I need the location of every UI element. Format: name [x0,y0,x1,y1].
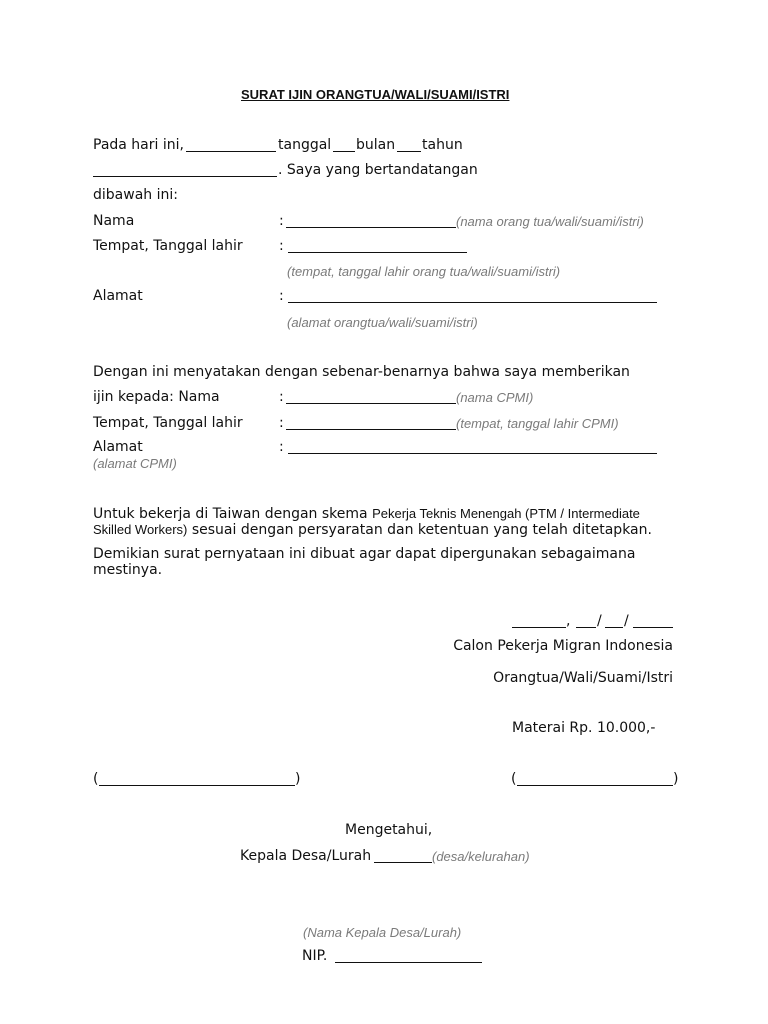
cpmi-nama-colon: : [279,389,284,405]
nama-kepala-hint: (Nama Kepala Desa/Lurah) [303,925,462,940]
purpose-part-1: Untuk bekerja di Taiwan dengan skema [93,506,373,522]
document-title: SURAT IJIN ORANGTUA/WALI/SUAMI/ISTRI [241,87,510,102]
signature-right-close-paren: ) [673,771,679,787]
cpmi-nama-hint: (nama CPMI) [456,390,534,405]
parent-nama-field[interactable] [286,227,456,228]
intro-saya: . Saya yang bertandatangan [278,162,478,178]
parent-nama-colon: : [279,213,284,229]
intro-dibawah: dibawah ini: [93,187,178,203]
closing-line-2: mestinya. [93,562,163,578]
cpmi-ttl-label: Tempat, Tanggal lahir [93,415,243,431]
blank-tahun[interactable] [93,176,277,177]
kepala-desa-label: Kepala Desa/Lurah [240,848,372,864]
kepala-desa-field[interactable] [374,862,432,863]
cpmi-alamat-field[interactable] [288,453,657,454]
date-month-field[interactable] [605,627,623,628]
signature-parent-label: Orangtua/Wali/Suami/Istri [493,670,673,686]
parent-ttl-colon: : [279,238,284,254]
intro-pada-hari-ini: Pada hari ini, [93,137,184,153]
mengetahui-label: Mengetahui, [345,822,433,838]
closing-line-1: Demikian surat pernyataan ini dibuat agar dapat dipergunakan sebagaimana [93,546,636,562]
signature-left-open-paren: ( [93,771,99,787]
signature-right-field[interactable] [517,785,673,786]
signature-left-field[interactable] [99,785,295,786]
cpmi-alamat-colon: : [279,439,284,455]
purpose-part-2: Pekerja Teknis Menengah (PTM / Intermediate [372,506,640,521]
blank-bulan[interactable] [397,151,421,152]
cpmi-ttl-colon: : [279,415,284,431]
signature-right-open-paren: ( [511,771,517,787]
parent-ttl-label: Tempat, Tanggal lahir [93,238,243,254]
date-slash-2: / [624,613,629,629]
nip-field[interactable] [335,962,482,963]
cpmi-nama-label: ijin kepada: Nama [93,389,220,405]
blank-tanggal[interactable] [333,151,355,152]
materai-label: Materai Rp. 10.000,- [512,720,656,736]
desa-hint: (desa/kelurahan) [432,849,530,864]
purpose-line-2 [93,521,652,539]
cpmi-alamat-label: Alamat [93,439,143,455]
signature-cpmi-label: Calon Pekerja Migran Indonesia [453,638,673,654]
parent-alamat-label: Alamat [93,288,143,304]
cpmi-ttl-field[interactable] [286,429,456,430]
parent-alamat-field[interactable] [288,302,657,303]
blank-hari[interactable] [186,151,276,152]
parent-ttl-field[interactable] [288,252,467,253]
nip-label: NIP. [302,948,328,964]
purpose-part-4: sesuai dengan persyaratan dan ketentuan yang telah ditetapkan. [187,522,652,538]
cpmi-alamat-hint: (alamat CPMI) [93,456,177,471]
parent-nama-label: Nama [93,213,135,229]
cpmi-nama-field[interactable] [286,403,456,404]
intro-tahun: tahun [422,137,463,153]
statement-text: Dengan ini menyatakan dengan sebenar-benarnya bahwa saya memberikan [93,364,630,380]
intro-tanggal: tanggal [278,137,332,153]
parent-alamat-hint: (alamat orangtua/wali/suami/istri) [287,315,478,330]
date-year-field[interactable] [633,627,673,628]
date-day-field[interactable] [576,627,596,628]
parent-ttl-hint: (tempat, tanggal lahir orang tua/wali/suami/istri) [287,264,561,279]
parent-alamat-colon: : [279,288,284,304]
cpmi-ttl-hint: (tempat, tanggal lahir CPMI) [456,416,619,431]
purpose-part-3: Skilled Workers) [93,522,188,537]
date-comma: , [566,613,571,629]
date-place-field[interactable] [512,627,566,628]
intro-bulan: bulan [356,137,396,153]
signature-left-close-paren: ) [295,771,301,787]
date-slash-1: / [597,613,602,629]
parent-nama-hint: (nama orang tua/wali/suami/istri) [456,214,644,229]
